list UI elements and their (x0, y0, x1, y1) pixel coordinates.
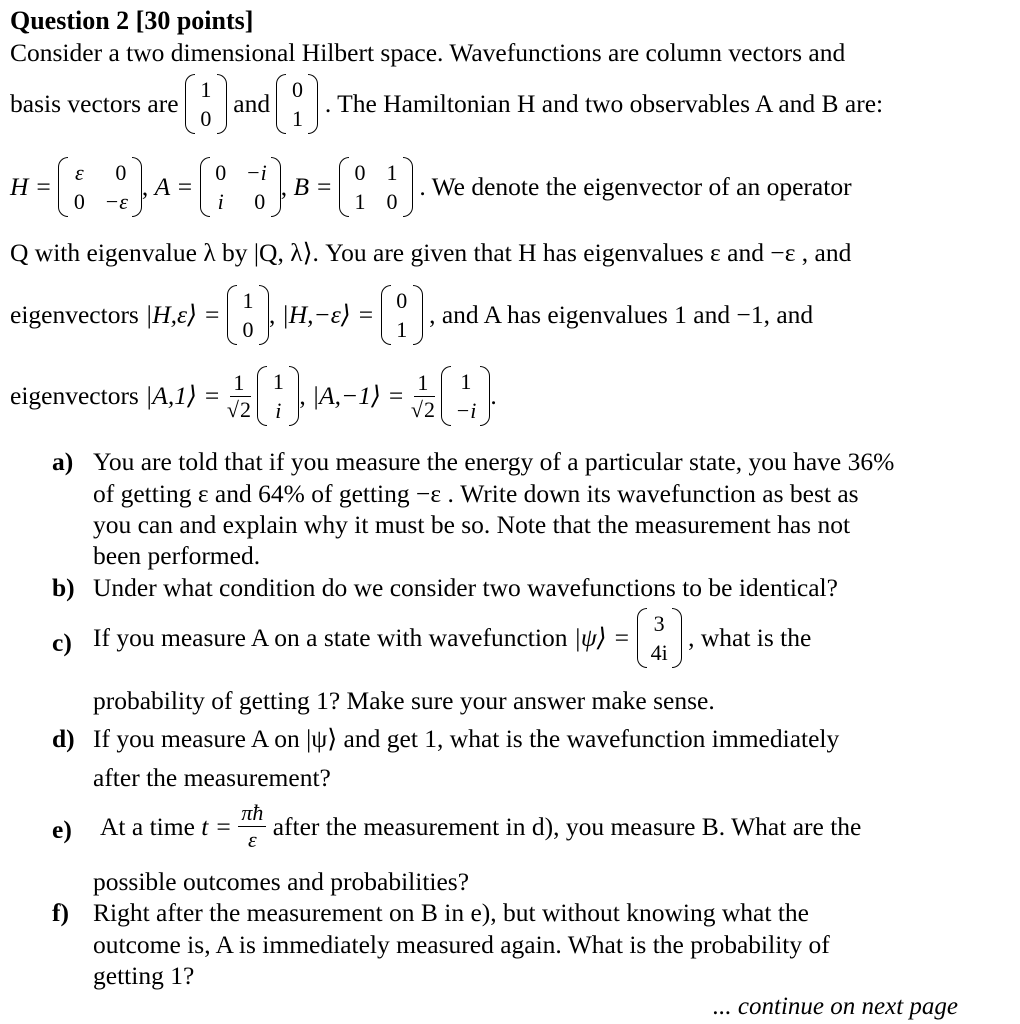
part-a-line-3: you can and explain why it must be so. Note that the measurement has not (93, 510, 851, 539)
ket-a-1: |A,1⟩ = (145, 381, 221, 411)
part-f-label: f) (52, 898, 69, 927)
operators-tail: . We denote the eigenvector of an operator (419, 172, 852, 202)
h-eigenvector-1: 1 0 (227, 285, 269, 345)
question-title: Question 2 [30 points] (10, 6, 254, 35)
part-c-line-2: probability of getting 1? Make sure your answer make sense. (93, 686, 715, 715)
part-d-label: d) (52, 724, 75, 753)
intro-line: Consider a two dimensional Hilbert space. Wavefunctions are column vectors and (10, 38, 846, 67)
h-matrix: ε 0 0 −ε (58, 157, 142, 217)
basis-vector-1: 1 0 (185, 74, 227, 134)
operators-line: H = ε 0 0 −ε , A = 0 −i i 0 , B = 0 1 1 0 . We denote the eigenvector of an operator (10, 157, 852, 217)
inv-sqrt2: $\frac{1}{√2}$ (410, 369, 435, 422)
a-label: A = (154, 172, 194, 202)
b-label: B = (293, 172, 333, 202)
ket-psi: |ψ⟩ = (573, 623, 631, 653)
a-eigenvectors-line: eigenvectors |A,1⟩ = $\frac{1}{√2}$ 1 i , |A,−1⟩ = $\frac{1}{√2}$ 1 −i . (10, 366, 497, 426)
basis-and: and (233, 89, 271, 119)
part-d-line-1: If you measure A on |ψ⟩ and get 1, what is the wavefunction immediately (93, 724, 840, 753)
part-e-line-1: At a time t = $\frac{\pi ħ}{\varepsilon}$ after the measurement in d), you measure B. What are the (100, 800, 862, 852)
ket-a-neg-1: |A,−1⟩ = (312, 381, 405, 411)
basis-vectors-line (10, 74, 883, 134)
psi-vector: 3 4i (637, 608, 682, 668)
notation-line: Q with eigenvalue λ by |Q, λ⟩. You are given that H has eigenvalues ε and −ε , and (10, 238, 852, 267)
part-a-label: a) (52, 447, 74, 476)
part-d-line-2: after the measurement? (93, 763, 331, 792)
basis-post: . The Hamiltonian H and two observables A and B are: (324, 89, 884, 119)
part-a-line-1: You are told that if you measure the energy of a particular state, you have 36% (93, 447, 895, 476)
basis-pre: basis vectors are (10, 89, 179, 119)
part-e-label: e) (52, 815, 72, 844)
continue-footer: ... continue on next page (712, 993, 958, 1020)
a-matrix: 0 −i i 0 (200, 157, 281, 217)
ket-h-eps: |H,ε⟩ = (145, 300, 221, 330)
part-f-line-3: getting 1? (93, 961, 195, 990)
part-a-line-2: of getting ε and 64% of getting −ε . Write down its wavefunction as best as (93, 479, 859, 508)
part-b-line-1: Under what condition do we consider two wavefunctions to be identical? (93, 573, 838, 602)
part-f-line-1: Right after the measurement on B in e), but without knowing what the (93, 898, 809, 927)
time-fraction: $\frac{\pi ħ}{\varepsilon}$ (238, 800, 266, 853)
part-a-line-4: been performed. (93, 541, 261, 570)
basis-vector-2: 0 1 (276, 74, 318, 134)
b-matrix: 0 1 1 0 (339, 157, 413, 217)
a-eigenvector-2: 1 −i (441, 366, 490, 426)
part-c-label: c) (52, 628, 72, 657)
a-eigenvector-1: 1 i (257, 366, 299, 426)
part-e-line-2: possible outcomes and probabilities? (93, 867, 470, 896)
part-b-label: b) (52, 573, 75, 602)
h-eigenvectors-line: eigenvectors |H,ε⟩ = 1 0 , |H,−ε⟩ = 0 1 , and A has eigenvalues 1 and −1, and (10, 285, 813, 345)
h-label: H = (10, 172, 52, 202)
part-f-line-2: outcome is, A is immediately measured again. What is the probability of (93, 930, 830, 959)
inv-sqrt2: $\frac{1}{√2}$ (226, 369, 251, 422)
ket-h-neg-eps: |H,−ε⟩ = (281, 300, 375, 330)
part-c-line-1: If you measure A on a state with wavefunction |ψ⟩ = 3 4i , what is the (93, 608, 811, 668)
time-label: t = (201, 811, 232, 841)
h-eigenvector-2: 0 1 (381, 285, 423, 345)
